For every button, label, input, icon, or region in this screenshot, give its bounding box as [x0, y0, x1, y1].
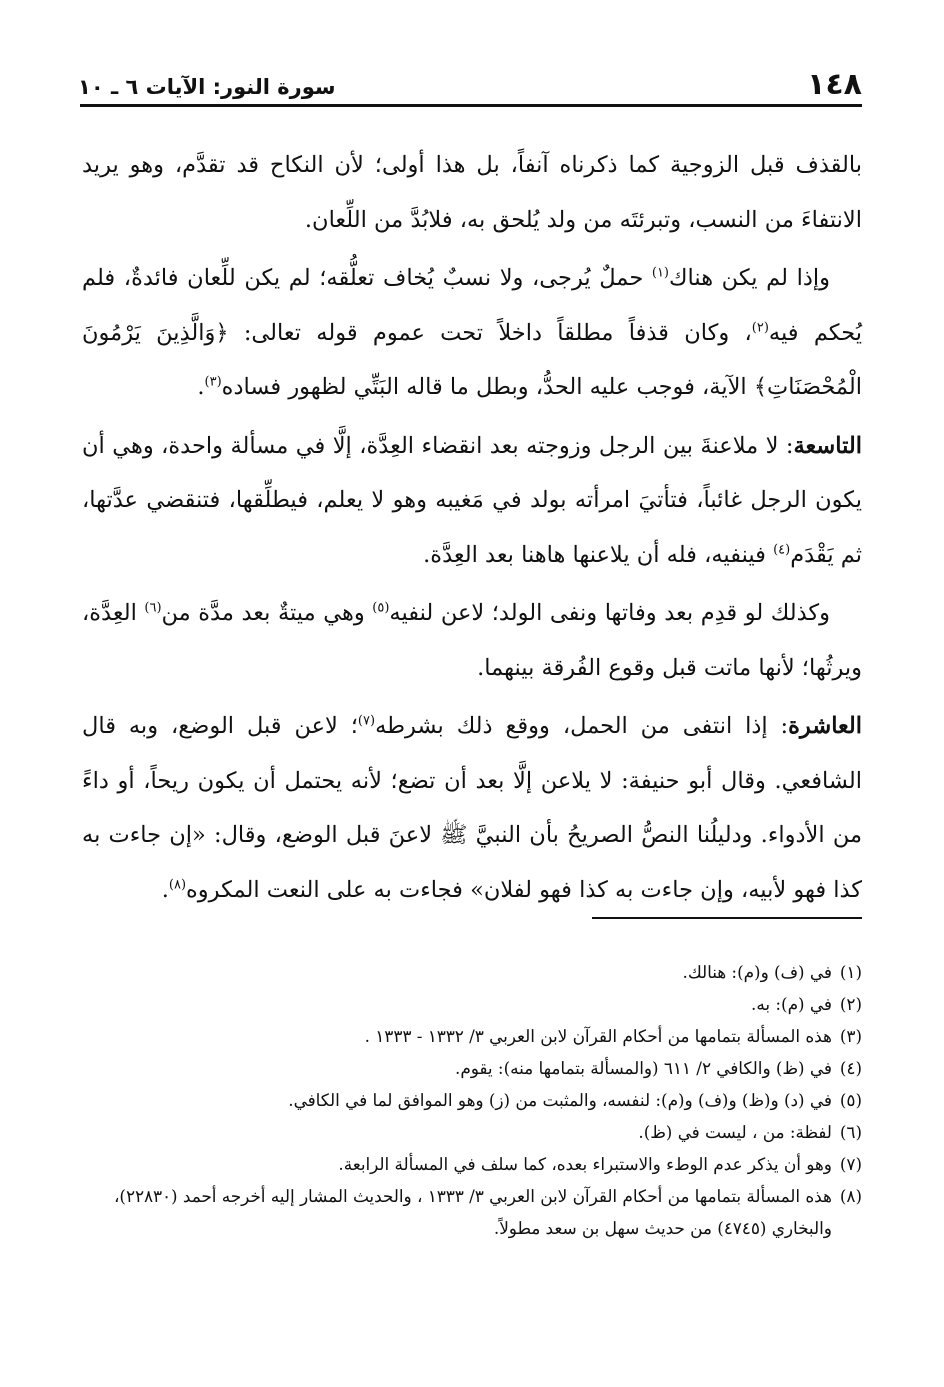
text-run: وإذا لم يكن هناك — [669, 265, 830, 291]
text-run: . — [197, 374, 205, 400]
footnote-1 — [82, 956, 862, 988]
footnote-ref-6: (٦) — [144, 600, 162, 616]
footnote-number: (٥) — [839, 1090, 862, 1110]
text-run: حملٌ يُرجى، ولا نسبٌ يُخاف تعلُّقه؛ لم يكن للِّعان فائدةٌ، فلم يُحكم فيه — [82, 265, 863, 346]
footnote-text: هذه المسألة بتمامها من أحكام القرآن لابن العربي ٣/ ١٣٣٢ - ١٣٣٣ . — [364, 1026, 832, 1046]
paragraph-2 — [82, 251, 862, 415]
footnote-number: (٨) — [839, 1186, 862, 1206]
footnote-3 — [82, 1020, 862, 1052]
footnote-text: وهو أن يذكر عدم الوطء والاستبراء بعده، كما سلف في المسألة الرابعة. — [338, 1154, 832, 1174]
page-header — [78, 58, 862, 102]
footnote-text: هذه المسألة بتمامها من أحكام القرآن لابن العربي ٣/ ١٣٣٣ ، والحديث المشار إليه أخرجه أحمد (٢٢٨٣٠)، والبخاري (٤٧٤٥) من حديث سهل بن سعد مطولاً. — [113, 1186, 832, 1238]
text-run: ، وكان قذفاً مطلقاً داخلاً تحت عموم قوله تعالى: ﴿وَالَّذِينَ يَرْمُونَ الْمُحْصَنَاتِ﴾ الآية، فوجب عليه الحدُّ، وبطل ما قاله البَتِّي لظهور فساده — [82, 319, 862, 400]
footnote-text: في (ف) و(م): هنالك. — [682, 962, 832, 982]
section-heading-ninth: التاسعة — [793, 432, 862, 459]
text-run: وهي ميتةٌ بعد مدَّة من — [161, 600, 373, 626]
footnote-ref-8: (٨) — [168, 877, 187, 892]
text-run: ؛ لاعن قبل الوضع، وبه قال الشافعي. وقال أبو حنيفة: لا يلاعن إلَّا بعد أن تضع؛ لأنه يحتمل أن يكون ريحاً، أو داءً من الأدواء. ودليلُنا النصُّ الصريحُ بأن النبيَّ ﷺ لاعنَ قبل الوضع، وقال: «إن جاءت به كذا فهو لأبيه، وإن جاءت به كذا فهو لفلان» فجاءت به على النعت المكروه — [82, 713, 862, 903]
footnote-number: (٦) — [839, 1122, 862, 1142]
section-heading-tenth: العاشرة — [788, 713, 863, 739]
footnote-8 — [82, 1180, 862, 1244]
footnote-ref-7: (٧) — [357, 713, 376, 729]
footnote-text: في (م): به. — [751, 994, 832, 1014]
footnote-number: (١) — [839, 962, 862, 982]
footnote-ref-2: (٢) — [751, 320, 769, 335]
footnote-text: لفظة: من ، ليست في (ظ). — [638, 1122, 832, 1142]
footnote-2 — [82, 988, 862, 1020]
paragraph-4 — [82, 586, 862, 695]
footnote-number: (٣) — [839, 1026, 862, 1046]
footnote-number: (٢) — [839, 994, 862, 1014]
text-run: . — [161, 876, 169, 903]
text-run: : لا ملاعنةَ بين الرجل وزوجته بعد انقضاء العِدَّة، إلَّا في مسألة واحدة، وهي أن يكون الرجل غائباً، فتأتيَ امرأته بولد في مَغيبه وهو لا يعلم، فيطلِّقها، فتنقضي عدَّتها، ثم يَقْدَم — [82, 432, 862, 568]
text-run: فينفيه، فله أن يلاعنها هاهنا بعد العِدَّة. — [423, 541, 774, 568]
page-number: ١٤٨ — [807, 67, 862, 102]
footnote-ref-1: (١) — [651, 265, 669, 281]
footnote-ref-5: (٥) — [372, 600, 390, 616]
footnote-ref-4: (٤) — [773, 542, 791, 557]
text-run: : إذا انتفى من الحمل، ووقع ذلك بشرطه — [375, 713, 789, 739]
paragraph-5 — [82, 699, 862, 917]
footnote-7 — [82, 1148, 862, 1180]
text-run: العِدَّة، ويرثُها؛ لأنها ماتت قبل وقوع الفُرقة بينهما. — [82, 600, 862, 681]
footnote-6 — [82, 1116, 862, 1148]
main-text — [82, 138, 862, 921]
footnote-number: (٧) — [839, 1154, 862, 1174]
footnote-number: (٤) — [839, 1058, 862, 1078]
footnote-separator — [592, 917, 862, 919]
header-rule — [80, 104, 862, 107]
text-run: وكذلك لو قدِم بعد وفاتها ونفى الولد؛ لاعن لنفيه — [389, 600, 830, 626]
footnote-text: في (ظ) والكافي ٢/ ٦١١ (والمسألة بتمامها منه): يقوم. — [455, 1058, 832, 1078]
footnote-text: في (د) و(ظ) و(ف) و(م): لنفسه، والمثبت من (ز) وهو الموافق لما في الكافي. — [288, 1090, 832, 1110]
footnote-5 — [82, 1084, 862, 1116]
running-title: سورة النور: الآيات ٦ ـ ١٠ — [78, 75, 336, 99]
paragraph-1: بالقذف قبل الزوجية كما ذكرناه آنفاً، بل هذا أولى؛ لأن النكاح قد تقدَّم، وهو يريد الانتفاءَ من النسب، وتبرئتَه من ولد يُلحق به، فلابُدَّ من اللِّعان. — [82, 152, 862, 233]
footnote-ref-3: (٣) — [204, 374, 222, 390]
footnote-4 — [82, 1052, 862, 1084]
footnotes — [82, 956, 862, 1244]
paragraph-3 — [82, 419, 862, 583]
